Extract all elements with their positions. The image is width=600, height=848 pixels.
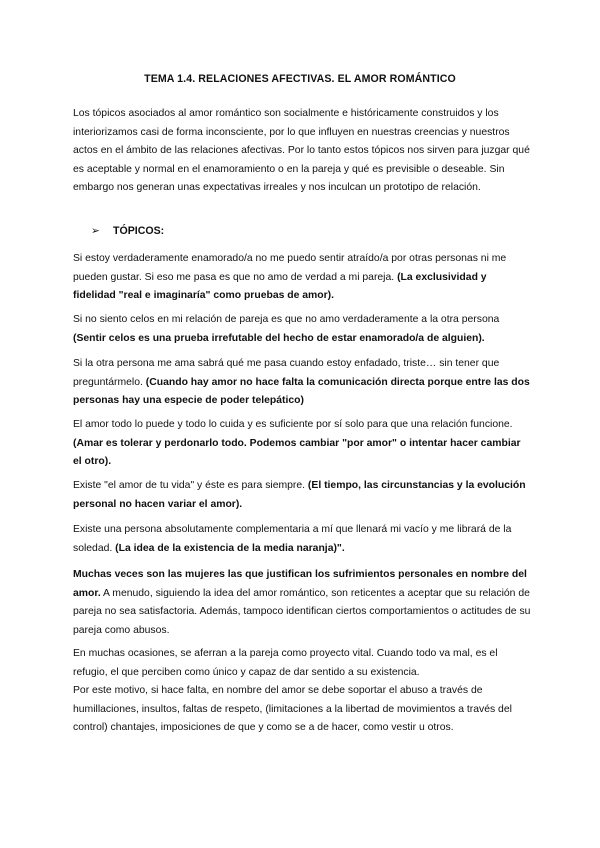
topic-3-text: Si la otra persona me ama sabrá qué me pasa cuando estoy enfadado, triste… sin tener que preguntármelo. (73, 358, 500, 388)
topic-paragraph-5 (73, 477, 531, 514)
topic-5-bold: (El tiempo, las circunstancias y la evolución personal no hacen variar el amor). (73, 480, 526, 510)
women-paragraph (73, 566, 531, 640)
topic-1-bold: (La exclusividad y fidelidad "real e imaginaría" como pruebas de amor). (73, 271, 487, 302)
topic-2-bold: (Sentir celos es una prueba irrefutable del hecho de estar enamorado/a de alguien). (73, 332, 485, 344)
topic-6-text: Existe una persona absolutamente complementaria a mí que llenará mi vacío y me librará de la soledad. (73, 524, 512, 554)
women-text: A menudo, siguiendo la idea del amor romántico, son reticentes a aceptar que su relación de pareja no sea satisfactoria. Además, tampoco identifican ciertos comportamientos o actitudes de su pareja como abusos. (73, 587, 531, 636)
topicos-heading: TÓPICOS: (113, 225, 165, 237)
intro-paragraph (73, 105, 531, 198)
topic-paragraph-2 (73, 311, 531, 348)
refuge-text-1: En muchas ocasiones, se aferran a la pareja como proyecto vital. Cuando todo va mal, es el refugio, el que perciben como único y capaz de dar sentido a su existencia. (73, 648, 498, 678)
arrow-bullet-icon: ➢ (91, 225, 100, 237)
topic-4-text: El amor todo lo puede y todo lo cuida y es suficiente por sí solo para que una relación funcione. (73, 419, 513, 430)
topic-3-bold: (Cuando hay amor no hace falta la comunicación directa porque entre las dos personas hay una especie de poder telepático) (73, 376, 530, 407)
topic-paragraph-4 (73, 416, 531, 472)
topic-1-text: Si estoy verdaderamente enamorado/a no me puedo sentir atraído/a por otras personas ni me pueden gustar. Si eso me pasa es que no amo de verdad a mi pareja. (73, 253, 507, 283)
women-bold: Muchas veces son las mujeres las que justifican los sufrimientos personales en nombre del amor. (73, 569, 527, 599)
topic-6-bold: (La idea de la existencia de la media naranja)". (115, 542, 345, 554)
topic-5-text: Existe "el amor de tu vida" y éste es para siempre. (73, 480, 308, 491)
document-title: TEMA 1.4. RELACIONES AFECTIVAS. EL AMOR ROMÁNTICO (144, 73, 456, 85)
topic-paragraph-3 (73, 355, 531, 411)
topic-paragraph-6 (73, 521, 531, 558)
refuge-text-2: Por este motivo, si hace falta, en nombre del amor se debe soportar el abuso a través de humillaciones, insultos, faltas de respeto, (limitaciones a la libertad de movimientos a través del control) chantajes, imposiciones de que y como se a de hacer, como vestir u otros. (73, 685, 512, 734)
topic-4-bold: (Amar es tolerar y perdonarlo todo. Podemos cambiar "por amor" o intentar hacer cambiar el otro). (73, 437, 521, 468)
intro-text: Los tópicos asociados al amor romántico son socialmente e históricamente construidos y los interiorizamos casi de forma inconsciente, por lo que influyen en nuestras creencias y nuestros actos en el ámbito de las relaciones afectivas. Por lo tanto estos tópicos nos sirven para juzgar qué es aceptable y normal en el enamoramiento o en la pareja y qué es previsible o deseable. Sin embargo nos generan unas expectativas irreales y nos inculcan un prototipo de relación. (73, 108, 530, 194)
topic-2-text: Si no siento celos en mi relación de pareja es que no amo verdaderamente a la otra persona (73, 314, 500, 325)
refuge-paragraph (73, 645, 531, 738)
topic-paragraph-1 (73, 250, 531, 306)
topicos-heading-row (91, 225, 164, 237)
